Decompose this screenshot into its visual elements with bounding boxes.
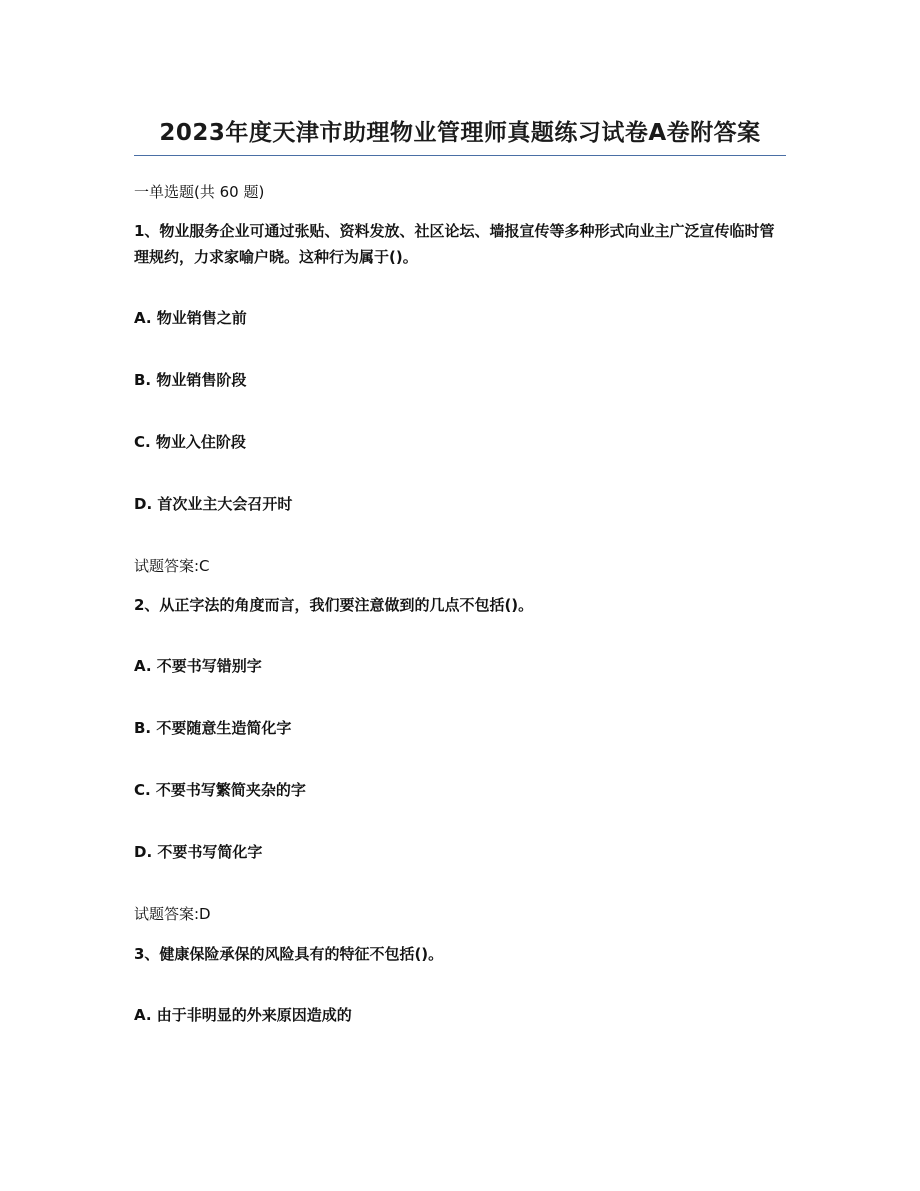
section-heading: 一单选题(共 60 题) (134, 183, 265, 201)
question-1-option-d: D. 首次业主大会召开时 (134, 495, 293, 513)
question-2-option-c: C. 不要书写繁简夹杂的字 (134, 781, 306, 799)
question-2-option-b: B. 不要随意生造简化字 (134, 719, 292, 737)
question-1-option-c: C. 物业入住阶段 (134, 433, 246, 451)
question-2-option-a: A. 不要书写错别字 (134, 657, 262, 675)
question-1-option-a: A. 物业销售之前 (134, 309, 247, 327)
question-1-answer: 试题答案:C (134, 557, 210, 575)
question-1-option-b: B. 物业销售阶段 (134, 371, 247, 389)
question-3-option-a: A. 由于非明显的外来原因造成的 (134, 1006, 352, 1024)
document-title: 2023年度天津市助理物业管理师真题练习试卷A卷附答案 (159, 120, 761, 146)
question-3-text: 3、健康保险承保的风险具有的特征不包括()。 (134, 945, 444, 963)
question-2-option-d: D. 不要书写简化字 (134, 843, 263, 861)
question-2-text: 2、从正字法的角度而言，我们要注意做到的几点不包括()。 (134, 596, 534, 614)
title-underline (134, 155, 786, 156)
question-2-answer: 试题答案:D (134, 905, 211, 923)
question-1-text: 1、物业服务企业可通过张贴、资料发放、社区论坛、墙报宣传等多种形式向业主广泛宣传临时管理规约，力求家喻户晓。这种行为属于()。 (134, 222, 775, 266)
